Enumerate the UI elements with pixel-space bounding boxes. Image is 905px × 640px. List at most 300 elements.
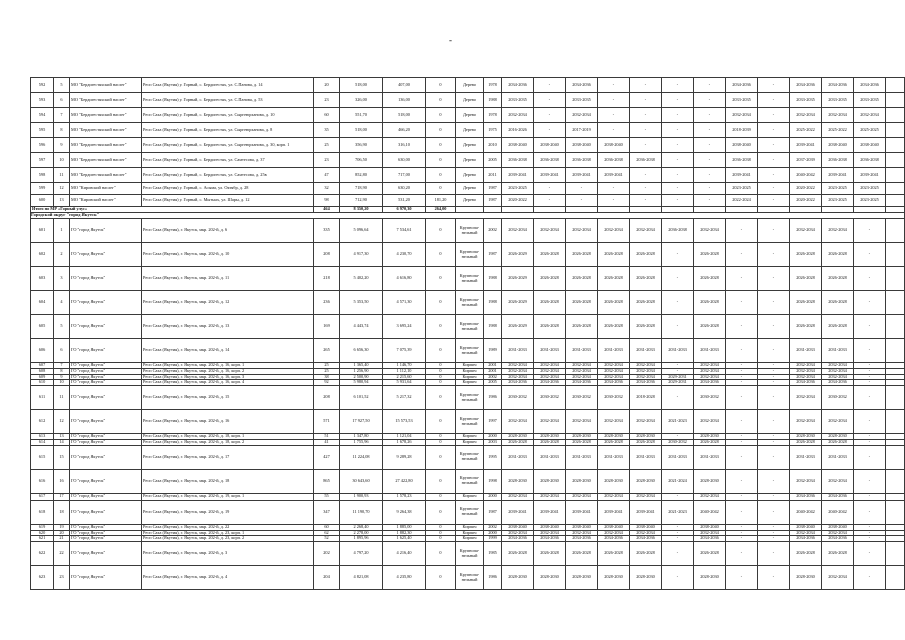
- table-cell: [886, 168, 905, 183]
- table-cell: 2034-2036: [566, 536, 598, 542]
- table-cell: 2028-2030: [598, 566, 630, 590]
- table-cell: 2026-2028: [822, 315, 854, 339]
- table-cell: 2032-2034: [502, 219, 534, 243]
- table-cell: 2021-2024: [662, 469, 694, 493]
- table-cell: -: [662, 363, 694, 369]
- table-row: [31, 493, 905, 500]
- table-cell: 2032-2034: [534, 530, 566, 536]
- table-cell: [886, 153, 905, 168]
- table-cell: 2034-2036: [502, 536, 534, 542]
- table-cell: Дерево: [456, 123, 484, 138]
- table-cell: -: [726, 368, 758, 374]
- table-row: [31, 138, 905, 153]
- table-cell: 0: [426, 339, 456, 363]
- table-cell: 630,00: [383, 153, 426, 168]
- table-cell: 13: [54, 434, 70, 440]
- table-cell: 2026-2028: [566, 439, 598, 445]
- table-cell: 0: [426, 536, 456, 542]
- table-cell: 594: [31, 108, 54, 123]
- table-cell: 2032-2034: [534, 410, 566, 434]
- table-cell: 2034-2036: [598, 536, 630, 542]
- table-cell: 609: [31, 374, 54, 380]
- table-cell: 2039-2041: [790, 138, 822, 153]
- table-cell: 2031-2033: [566, 339, 598, 363]
- table-cell: 2032-2034: [534, 374, 566, 380]
- table-cell: ГО "город Якутск": [70, 291, 142, 315]
- table-cell: 38: [314, 374, 340, 380]
- table-cell: -: [662, 138, 694, 153]
- table-cell: 2028-2030: [630, 469, 662, 493]
- table-cell: 2034-2036: [534, 536, 566, 542]
- table-cell: 852,80: [340, 168, 383, 183]
- table-cell: 5 402,20: [340, 267, 383, 291]
- table-cell: 204: [314, 566, 340, 590]
- table-cell: 2026-2028: [822, 439, 854, 445]
- table-row: [31, 536, 905, 542]
- table-cell: -: [854, 542, 886, 566]
- table-cell: 622: [31, 542, 54, 566]
- table-cell: 2034-2036: [726, 78, 758, 93]
- table-cell: -: [598, 78, 630, 93]
- table-cell: 41: [314, 439, 340, 445]
- table-cell: 2033-2035: [726, 93, 758, 108]
- table-cell: 592: [31, 78, 54, 93]
- table-cell: 0: [426, 363, 456, 369]
- table-cell: Крупнопа- нельный: [456, 267, 484, 291]
- table-cell: 2001: [484, 363, 502, 369]
- table-cell: 2039-2041: [598, 500, 630, 524]
- table-cell: Респ Саха (Якутия), г. Якутск, мкр. 202-й, д. 11: [142, 267, 314, 291]
- table-cell: ГО "город Якутск": [70, 500, 142, 524]
- table-cell: 2028-2030: [502, 434, 534, 440]
- table-cell: 1987: [484, 500, 502, 524]
- table-cell: 2031-2033: [694, 339, 726, 363]
- table-cell: -: [758, 267, 790, 291]
- table-cell: 2 278,00: [340, 530, 383, 536]
- table-cell: -: [854, 219, 886, 243]
- table-cell: 2032-2034: [630, 363, 662, 369]
- table-cell: 265: [314, 339, 340, 363]
- table-cell: 2036-2038: [726, 153, 758, 168]
- table-cell: 2026-2028: [694, 267, 726, 291]
- table-cell: 4 917,30: [340, 243, 383, 267]
- table-cell: 613: [31, 434, 54, 440]
- table-cell: 19: [54, 524, 70, 530]
- table-cell: 2026-2028: [566, 315, 598, 339]
- table-cell: 2039-2041: [566, 168, 598, 183]
- table-cell: 0: [426, 108, 456, 123]
- table-cell: Крупнопа- нельный: [456, 469, 484, 493]
- table-cell: 0: [426, 434, 456, 440]
- table-cell: МО "Бердигестяхский наслег": [70, 123, 142, 138]
- table-cell: [886, 123, 905, 138]
- table-cell: 2032-2034: [790, 530, 822, 536]
- table-cell: 20: [314, 78, 340, 93]
- table-cell: 1988: [484, 315, 502, 339]
- table-cell: Респ Саха (Якутия) у. Горный, с. Бердигестях, ул. С.Панова, д. 53: [142, 93, 314, 108]
- table-cell: 2032-2034: [566, 108, 598, 123]
- table-cell: 2032-2034: [534, 219, 566, 243]
- total-cell: 464: [314, 207, 340, 213]
- table-cell: 2026-2028: [598, 291, 630, 315]
- table-cell: -: [726, 524, 758, 530]
- table-row: [31, 380, 905, 386]
- page-number-marker: -: [449, 35, 452, 45]
- table-cell: 2031-2033: [534, 339, 566, 363]
- table-cell: 1 882,30: [383, 530, 426, 536]
- table-cell: МО "Кировский наслег": [70, 195, 142, 207]
- table-cell: 518,00: [340, 123, 383, 138]
- table-cell: 2002: [484, 374, 502, 380]
- table-cell: 2031-2033: [822, 445, 854, 469]
- table-cell: -: [758, 108, 790, 123]
- table-cell: Респ Саха (Якутия), г. Якутск, мкр. 202-й, д. 18, корп. 1: [142, 434, 314, 440]
- table-cell: 2028-2030: [694, 566, 726, 590]
- table-cell: 596: [31, 138, 54, 153]
- table-cell: 2032-2034: [854, 108, 886, 123]
- table-cell: 2032-2034: [822, 530, 854, 536]
- table-cell: 2038-2040: [502, 138, 534, 153]
- table-cell: -: [534, 183, 566, 195]
- table-cell: 0: [426, 291, 456, 315]
- table-cell: 2036-2038: [598, 153, 630, 168]
- table-cell: 2032-2034: [502, 108, 534, 123]
- table-cell: -: [534, 93, 566, 108]
- table-cell: 0: [426, 267, 456, 291]
- table-cell: 0: [426, 445, 456, 469]
- table-row: [31, 368, 905, 374]
- table-cell: 2032-2034: [502, 530, 534, 536]
- table-cell: [886, 267, 905, 291]
- table-cell: -: [854, 315, 886, 339]
- table-cell: 8: [54, 368, 70, 374]
- table-cell: 2030-2032: [694, 386, 726, 410]
- table-cell: 4 616,80: [383, 267, 426, 291]
- table-cell: 2036-2038: [502, 153, 534, 168]
- table-cell: ГО "город Якутск": [70, 219, 142, 243]
- table-cell: 6: [54, 93, 70, 108]
- table-cell: 2031-2033: [694, 445, 726, 469]
- table-cell: -: [758, 410, 790, 434]
- table-cell: -: [662, 291, 694, 315]
- table-cell: 2039-2041: [502, 500, 534, 524]
- table-cell: 618: [31, 500, 54, 524]
- table-cell: ГО "город Якутск": [70, 410, 142, 434]
- table-cell: 11 190,70: [340, 500, 383, 524]
- table-cell: 605: [31, 315, 54, 339]
- table-cell: Дерево: [456, 153, 484, 168]
- table-cell: Респ Саха (Якутия), г. Якутск, мкр. 202-й, д. 12: [142, 291, 314, 315]
- table-cell: [886, 291, 905, 315]
- table-cell: -: [758, 469, 790, 493]
- table-cell: 2028-2030: [630, 434, 662, 440]
- table-cell: -: [758, 93, 790, 108]
- table-cell: 0: [426, 78, 456, 93]
- table-cell: 0: [426, 566, 456, 590]
- table-cell: 1986: [484, 566, 502, 590]
- table-cell: Респ Саха (Якутия), г. Якутск, мкр. 202-й, д. 15: [142, 386, 314, 410]
- table-cell: 62: [314, 530, 340, 536]
- table-cell: -: [726, 445, 758, 469]
- table-cell: Кирпич: [456, 524, 484, 530]
- table-cell: 2005: [484, 153, 502, 168]
- table-cell: 2033-2035: [822, 93, 854, 108]
- table-cell: ГО "город Якутск": [70, 536, 142, 542]
- table-cell: 2030-2032: [662, 439, 694, 445]
- table-cell: 1 578,23: [383, 493, 426, 500]
- table-cell: 2001: [484, 368, 502, 374]
- table-row: [31, 267, 905, 291]
- table-cell: 335: [314, 219, 340, 243]
- table-cell: 621: [31, 536, 54, 542]
- table-cell: 0: [426, 380, 456, 386]
- table-cell: ГО "город Якутск": [70, 368, 142, 374]
- table-cell: 2000: [484, 493, 502, 500]
- table-cell: ГО "город Якутск": [70, 315, 142, 339]
- table-cell: 9: [54, 374, 70, 380]
- table-cell: МО "Бердигестяхский наслег": [70, 153, 142, 168]
- table-cell: -: [694, 138, 726, 153]
- table-cell: -: [598, 123, 630, 138]
- table-cell: 23: [54, 566, 70, 590]
- table-cell: 2034-2036: [566, 380, 598, 386]
- table-cell: 466,20: [383, 123, 426, 138]
- table-cell: 15 573,53: [383, 410, 426, 434]
- table-cell: -: [854, 536, 886, 542]
- table-cell: 2039-2041: [534, 500, 566, 524]
- table-cell: 2032-2034: [598, 368, 630, 374]
- table-cell: 2020-2022: [502, 195, 534, 207]
- table-cell: 2032-2034: [822, 469, 854, 493]
- table-cell: 2026-2028: [790, 267, 822, 291]
- table-cell: 2028-2030: [502, 469, 534, 493]
- table-cell: 2039-2041: [502, 168, 534, 183]
- table-cell: 13: [54, 195, 70, 207]
- table-cell: 606: [31, 339, 54, 363]
- table-cell: 612: [31, 410, 54, 434]
- table-cell: -: [854, 434, 886, 440]
- table-cell: 51: [314, 434, 340, 440]
- table-cell: 9: [54, 138, 70, 153]
- table-cell: МО "Бердигестяхский наслег": [70, 138, 142, 153]
- table-cell: -: [630, 123, 662, 138]
- table-cell: 2011: [484, 168, 502, 183]
- table-cell: 595: [31, 123, 54, 138]
- table-cell: -: [566, 183, 598, 195]
- table-cell: 1995: [484, 445, 502, 469]
- table-cell: 2038-2040: [822, 524, 854, 530]
- table-cell: -: [758, 183, 790, 195]
- table-cell: ГО "город Якутск": [70, 524, 142, 530]
- table-cell: Респ Саха (Якутия) у. Горный, с. Мытыах, ул. Шары, д. 12: [142, 195, 314, 207]
- table-cell: 5 217,32: [383, 386, 426, 410]
- table-cell: -: [758, 493, 790, 500]
- table-cell: 2023-2025: [854, 183, 886, 195]
- table-cell: 4 821,08: [340, 566, 383, 590]
- table-cell: 2038-2040: [566, 138, 598, 153]
- table-cell: 2031-2033: [790, 445, 822, 469]
- table-cell: 2032-2034: [822, 410, 854, 434]
- total-cell: 6 970,30: [383, 207, 426, 213]
- table-cell: 2040-2042: [790, 500, 822, 524]
- table-cell: -: [534, 195, 566, 207]
- table-cell: -: [662, 368, 694, 374]
- table-cell: -: [726, 380, 758, 386]
- table-row: [31, 183, 905, 195]
- table-cell: 2032-2034: [790, 410, 822, 434]
- table-cell: [886, 410, 905, 434]
- table-cell: Респ Саха (Якутия), г. Якутск, мкр. 202-й, д. 16, корп. 2: [142, 368, 314, 374]
- table-row: [31, 219, 905, 243]
- table-cell: 2026-2028: [630, 315, 662, 339]
- table-cell: 2032-2034: [822, 368, 854, 374]
- table-cell: 2026-2028: [694, 315, 726, 339]
- table-cell: -: [758, 500, 790, 524]
- table-cell: -: [662, 108, 694, 123]
- table-cell: 2028-2030: [790, 566, 822, 590]
- table-cell: -: [726, 530, 758, 536]
- table-cell: 2032-2034: [694, 368, 726, 374]
- table-cell: 2034-2036: [502, 380, 534, 386]
- table-cell: -: [662, 536, 694, 542]
- table-cell: 2029-2031: [662, 374, 694, 380]
- table-cell: ГО "город Якутск": [70, 380, 142, 386]
- table-row: [31, 168, 905, 183]
- table-cell: 2033-2035: [790, 93, 822, 108]
- table-cell: 2023-2025: [502, 183, 534, 195]
- table-cell: -: [854, 469, 886, 493]
- table-cell: -: [854, 386, 886, 410]
- table-cell: -: [758, 368, 790, 374]
- table-cell: Респ Саха (Якутия), г. Якутск, мкр. 202-й, д. 4: [142, 566, 314, 590]
- table-cell: 17 927,50: [340, 410, 383, 434]
- table-cell: 2026-2028: [822, 243, 854, 267]
- table-cell: 610: [31, 380, 54, 386]
- table-cell: 2032-2034: [694, 219, 726, 243]
- table-cell: -: [758, 524, 790, 530]
- table-cell: -: [598, 108, 630, 123]
- table-cell: -: [854, 410, 886, 434]
- table-cell: 2031-2033: [790, 339, 822, 363]
- table-cell: ГО "город Якутск": [70, 363, 142, 369]
- table-cell: Респ Саха (Якутия), г. Якутск, мкр. 202-й, д. 14: [142, 339, 314, 363]
- table-cell: 8: [54, 123, 70, 138]
- table-cell: -: [854, 267, 886, 291]
- table-cell: 2023-2025: [822, 183, 854, 195]
- table-cell: 2028-2030: [534, 469, 566, 493]
- table-cell: 2034-2036: [598, 380, 630, 386]
- table-cell: -: [726, 410, 758, 434]
- table-cell: 4 571,30: [383, 291, 426, 315]
- table-cell: Крупнопа- нельный: [456, 219, 484, 243]
- table-cell: 2026-2028: [534, 439, 566, 445]
- table-cell: 2026-2028: [790, 291, 822, 315]
- table-cell: Респ Саха (Якутия), г. Якутск, мкр. 202-й, д. 16, корп. 4: [142, 380, 314, 386]
- table-cell: -: [854, 374, 886, 380]
- table-cell: 2020-2022: [790, 183, 822, 195]
- table-cell: -: [726, 386, 758, 410]
- table-cell: -: [630, 168, 662, 183]
- table-cell: -: [662, 267, 694, 291]
- table-cell: 2028-2030: [822, 434, 854, 440]
- table-cell: 11 224,08: [340, 445, 383, 469]
- table-cell: Респ Саха (Якутия), г. Якутск, мкр. 202-й, д. 19: [142, 500, 314, 524]
- table-cell: 2026-2028: [534, 267, 566, 291]
- table-cell: 2026-2028: [630, 439, 662, 445]
- table-cell: 2034-2036: [790, 536, 822, 542]
- table-cell: 2039-2041: [566, 500, 598, 524]
- table-cell: 598: [31, 168, 54, 183]
- table-cell: 0: [426, 469, 456, 493]
- table-cell: -: [726, 219, 758, 243]
- table-cell: 2003: [484, 439, 502, 445]
- table-cell: Респ Саха (Якутия) у. Горный, с. Бердигестях, ул. С.Панова, д. 14: [142, 78, 314, 93]
- table-cell: 2031-2033: [534, 445, 566, 469]
- table-cell: 10: [54, 380, 70, 386]
- table-cell: 2034-2036: [822, 78, 854, 93]
- table-cell: 2 215,60: [383, 374, 426, 380]
- table-cell: -: [694, 153, 726, 168]
- table-cell: 2030-2032: [566, 386, 598, 410]
- table-cell: 2040-2042: [822, 500, 854, 524]
- table-cell: 2039-2041: [534, 168, 566, 183]
- table-cell: -: [854, 445, 886, 469]
- table-cell: 2034-2036: [790, 493, 822, 500]
- table-cell: 2033-2035: [566, 93, 598, 108]
- table-cell: 4 230,70: [383, 243, 426, 267]
- table-cell: 601: [31, 219, 54, 243]
- table-cell: 1999: [484, 536, 502, 542]
- table-cell: 2026-2028: [534, 542, 566, 566]
- table-cell: -: [726, 493, 758, 500]
- table-cell: 2021-2023: [662, 500, 694, 524]
- table-cell: 25: [314, 368, 340, 374]
- table-cell: Кирпич: [456, 530, 484, 536]
- table-cell: 1988: [484, 267, 502, 291]
- table-cell: [886, 195, 905, 207]
- table-cell: 2039-2041: [726, 168, 758, 183]
- table-cell: 620: [31, 530, 54, 536]
- table-cell: 0: [426, 153, 456, 168]
- table-cell: 1987: [484, 183, 502, 195]
- table-cell: 2032-2034: [598, 374, 630, 380]
- table-cell: ГО "город Якутск": [70, 267, 142, 291]
- table-cell: -: [662, 195, 694, 207]
- table-cell: -: [694, 123, 726, 138]
- table-cell: Кирпич: [456, 439, 484, 445]
- table-cell: -: [694, 93, 726, 108]
- table-cell: 2026-2028: [630, 267, 662, 291]
- total-cell: 8 350,20: [340, 207, 383, 213]
- table-cell: 2031-2033: [630, 339, 662, 363]
- table-cell: Респ Саха (Якутия), г. Якутск, мкр. 202-й, д. 22: [142, 524, 314, 530]
- table-cell: 2028-2030: [534, 434, 566, 440]
- table-cell: МО "Бердигестяхский наслег": [70, 108, 142, 123]
- table-cell: 2031-2033: [566, 445, 598, 469]
- table-cell: 2 500,90: [340, 374, 383, 380]
- table-cell: Кирпич: [456, 363, 484, 369]
- table-cell: -: [662, 434, 694, 440]
- table-cell: -: [566, 195, 598, 207]
- table-cell: ГО "город Якутск": [70, 445, 142, 469]
- table-row: [31, 195, 905, 207]
- table-cell: -: [854, 380, 886, 386]
- table-cell: 356,90: [340, 138, 383, 153]
- table-cell: 2034-2036: [854, 78, 886, 93]
- table-cell: 2026-2028: [790, 315, 822, 339]
- table-cell: Респ Саха (Якутия), г. Якутск, мкр. 202-й, д. 23, корп. 2: [142, 536, 314, 542]
- table-cell: 4 443,74: [340, 315, 383, 339]
